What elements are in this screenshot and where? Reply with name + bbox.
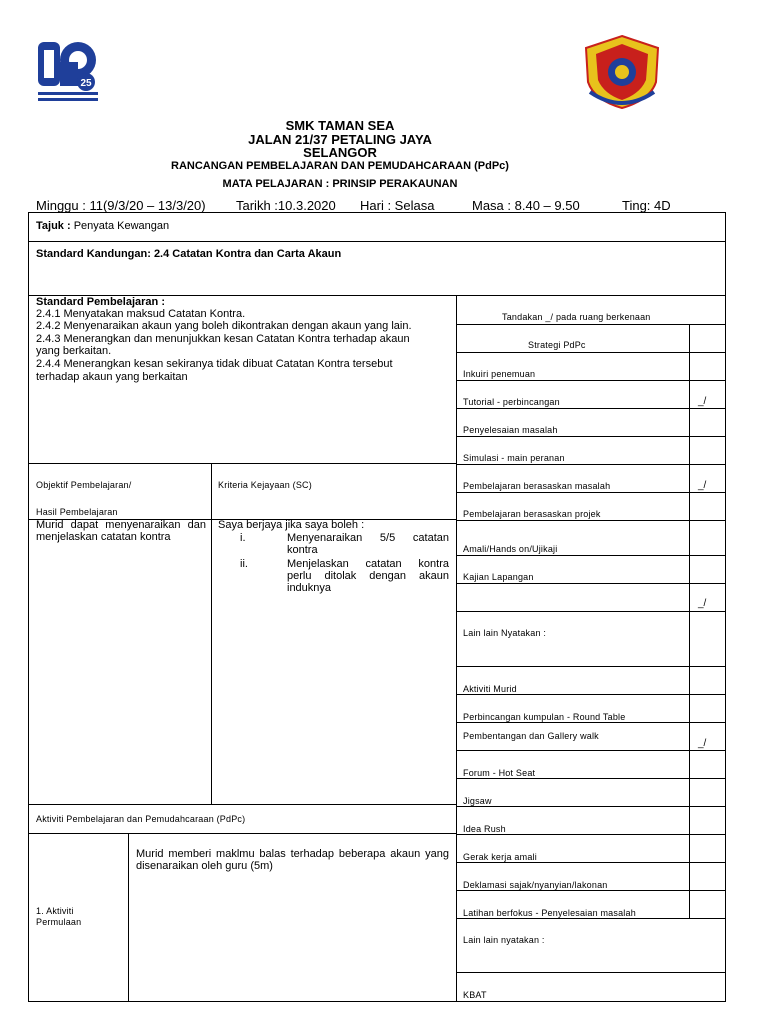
aktiviti-item: Latihan berfokus - Penyelesaian masalah xyxy=(463,908,636,918)
school-state: SELANGOR xyxy=(303,145,377,160)
strategi-item: Inkuiri penemuan xyxy=(463,369,536,379)
aktiviti-item: Idea Rush xyxy=(463,824,506,834)
tajuk-label: Tajuk : xyxy=(36,220,71,232)
kriteria-num: ii. xyxy=(240,558,248,570)
check-mark: _/ xyxy=(698,598,707,609)
check-mark: _/ xyxy=(698,738,707,749)
objektif-text: Murid dapat menyenaraikan dan menjelaskan catatan kontra xyxy=(36,519,206,543)
check-mark: _/ xyxy=(698,480,707,491)
objektif-label: Objektif Pembelajaran/ xyxy=(36,480,132,490)
instruction: Tandakan _/ pada ruang berkenaan xyxy=(502,312,651,322)
sp-line: 2.4.2 Menyenaraikan akaun yang boleh dikontrakan dengan akaun yang lain. xyxy=(36,320,412,332)
aktiviti-item: Perbincangan kumpulan - Round Table xyxy=(463,712,626,722)
kbat-label: KBAT xyxy=(463,990,487,1000)
aktiviti-item: Forum - Hot Seat xyxy=(463,768,536,778)
strategi-item: Tutorial - perbincangan xyxy=(463,397,560,407)
ting: Ting: 4D xyxy=(622,198,671,213)
school-crest xyxy=(580,34,664,110)
strategi-item: Pembelajaran berasaskan masalah xyxy=(463,481,611,491)
strategi-item: Penyelesaian masalah xyxy=(463,425,558,435)
school-address: JALAN 21/37 PETALING JAYA xyxy=(248,132,432,147)
aktiviti-item: Pembentangan dan Gallery walk xyxy=(463,731,599,741)
aktiviti-permulaan-text: Murid memberi maklmu balas terhadap beberapa akaun yang disenaraikan oleh guru (5m) xyxy=(136,848,449,872)
strategi-item: Kajian Lapangan xyxy=(463,572,534,582)
aktiviti-permulaan-label: 1. Aktiviti Permulaan xyxy=(36,906,82,927)
aktiviti-label: Aktiviti Pembelajaran dan Pemudahcaraan (PdPc) xyxy=(36,814,246,824)
plan-title: RANCANGAN PEMBELAJARAN DAN PEMUDAHCARAAN (PdPc) xyxy=(171,160,509,172)
lain-lain-1: Lain lain Nyatakan : xyxy=(463,628,547,638)
check-mark: _/ xyxy=(698,396,707,407)
tarikh: Tarikh :10.3.2020 xyxy=(236,198,336,213)
sp-line: yang berkaitan. xyxy=(36,345,112,357)
aktiviti-murid-title: Aktiviti Murid xyxy=(463,684,517,694)
strategi-item: Pembelajaran berasaskan projek xyxy=(463,509,601,519)
school-name: SMK TAMAN SEA xyxy=(285,118,395,133)
standard-kandungan: Standard Kandungan: 2.4 Catatan Kontra dan Carta Akaun xyxy=(36,248,342,260)
kriteria-item: Menjelaskan catatan kontra perlu ditolak dengan akaun induknya xyxy=(287,558,449,594)
kriteria-label: Kriteria Kejayaan (SC) xyxy=(218,480,312,490)
minggu: Minggu : 11(9/3/20 – 13/3/20) xyxy=(36,198,206,213)
aktiviti-item: Gerak kerja amali xyxy=(463,852,537,862)
masa: Masa : 8.40 – 9.50 xyxy=(472,198,580,213)
hasil-label: Hasil Pembelajaran xyxy=(36,507,118,517)
kriteria-item: Menyenaraikan 5/5 catatan kontra xyxy=(287,532,449,556)
strategi-item: Simulasi - main peranan xyxy=(463,453,565,463)
logo-number: 25 xyxy=(80,78,92,89)
sp-line: 2.4.1 Menyatakan maksud Catatan Kontra. xyxy=(36,308,246,320)
aktiviti-item: Deklamasi sajak/nyanyian/lakonan xyxy=(463,880,608,890)
lain-lain-2: Lain lain nyatakan : xyxy=(463,935,545,945)
ministry-logo xyxy=(34,36,102,106)
kriteria-intro: Saya berjaya jika saya boleh : xyxy=(218,519,365,531)
tajuk xyxy=(36,220,169,232)
kriteria-num: i. xyxy=(240,532,246,544)
sp-line: 2.4.4 Menerangkan kesan sekiranya tidak dibuat Catatan Kontra tersebut xyxy=(36,358,393,370)
subject-title: MATA PELAJARAN : PRINSIP PERAKAUNAN xyxy=(222,178,458,190)
strategi-title: Strategi PdPc xyxy=(528,340,586,350)
tajuk-value: Penyata Kewangan xyxy=(73,220,170,232)
sp-line: 2.4.3 Menerangkan dan menunjukkan kesan Catatan Kontra terhadap akaun xyxy=(36,333,410,345)
aktiviti-item: Jigsaw xyxy=(463,796,492,806)
strategi-item: Amali/Hands on/Ujikaji xyxy=(463,544,558,554)
hari: Hari : Selasa xyxy=(360,198,435,213)
sp-line: terhadap akaun yang berkaitan xyxy=(36,371,188,383)
standard-pembelajaran-label: Standard Pembelajaran : xyxy=(36,296,165,308)
